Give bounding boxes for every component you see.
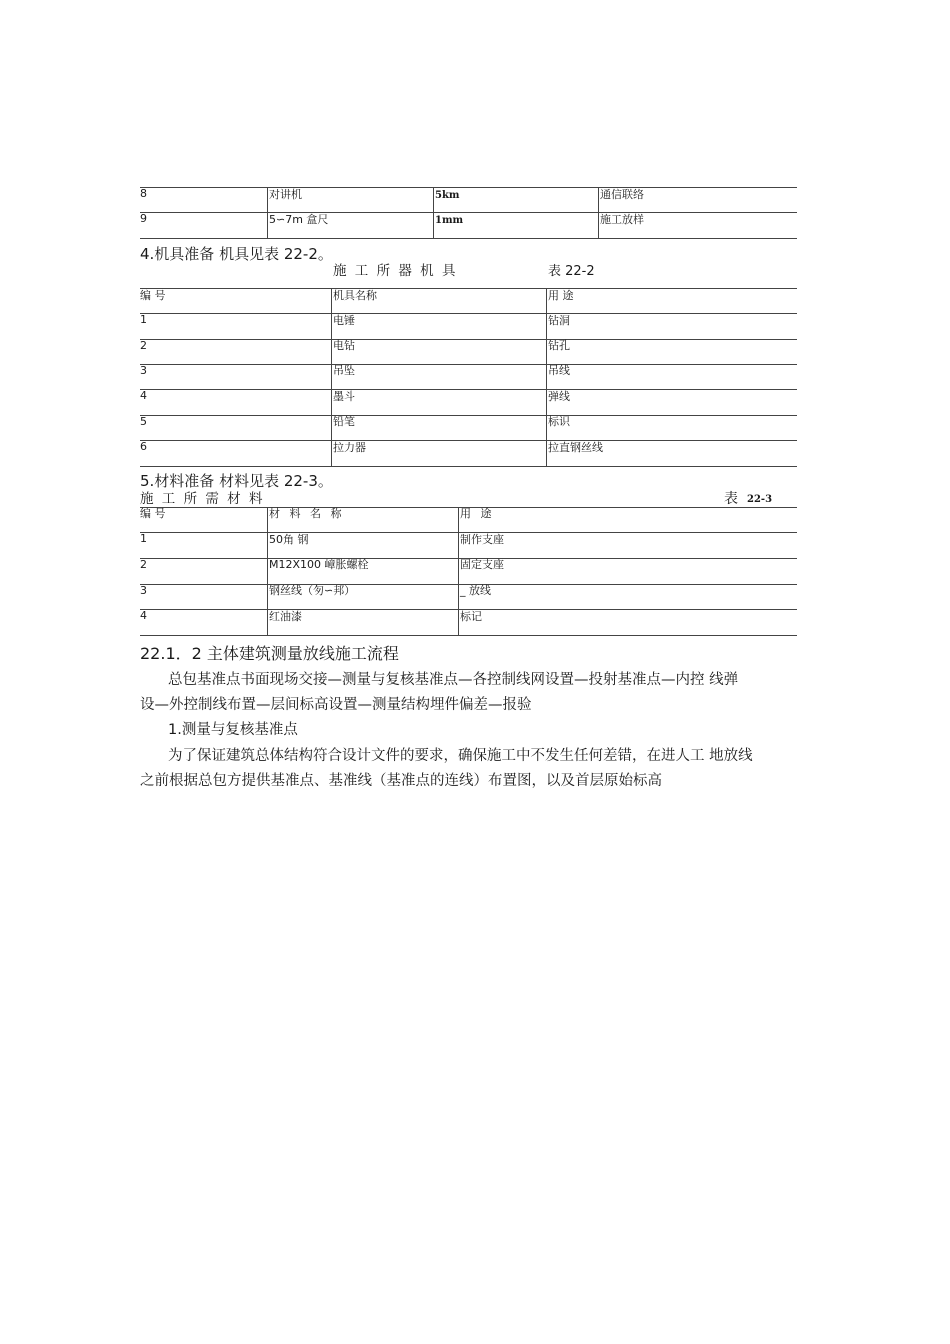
cell-number: 9 bbox=[140, 212, 147, 225]
flow-text-line1: 总包基准点书面现场交接—测量与复核基准点—各控制线网设置—投射基准点—内控 线弹 bbox=[168, 672, 739, 688]
table-rule bbox=[140, 364, 797, 365]
cell-purpose: 通信联络 bbox=[600, 188, 644, 201]
cell-purpose: 钻洞 bbox=[548, 314, 570, 327]
cell-purpose: 吊线 bbox=[548, 364, 570, 377]
paragraph-line1: 为了保证建筑总体结构符合设计文件的要求，确保施工中不发生任何差错，在进人工 地放线 bbox=[168, 748, 753, 764]
table-rule bbox=[140, 466, 797, 467]
cell-purpose: 弹线 bbox=[548, 390, 570, 403]
cell-number: 4 bbox=[140, 609, 147, 622]
cell-name: 铅笔 bbox=[333, 415, 355, 428]
cell-number: 8 bbox=[140, 187, 147, 200]
column-divider bbox=[267, 187, 268, 239]
cell-spec: 1mm bbox=[435, 215, 464, 226]
cell-number: 6 bbox=[140, 440, 147, 453]
cell-name: M12X100 嶂胀螺栓 bbox=[269, 558, 369, 571]
section-heading-process: 22.1．2 主体建筑测量放线施工流程 bbox=[140, 644, 399, 663]
header-purpose: 用 途 bbox=[548, 289, 574, 302]
cell-number: 1 bbox=[140, 532, 147, 545]
section-heading-materials: 5.材料准备 材料见表 22-3。 bbox=[140, 472, 333, 490]
cell-number: 1 bbox=[140, 313, 147, 326]
table-rule bbox=[140, 339, 797, 340]
column-divider bbox=[267, 507, 268, 636]
table-caption-materials: 施 工 所 需 材 料 bbox=[140, 491, 265, 507]
cell-spec: 5km bbox=[435, 190, 460, 201]
table-rule bbox=[140, 238, 797, 239]
cell-name: 5∽7m 盒尺 bbox=[269, 213, 329, 226]
table-rule bbox=[140, 212, 797, 213]
column-divider bbox=[546, 288, 547, 467]
cell-name: 钢丝线（匇∽邦） bbox=[269, 584, 356, 597]
cell-purpose: _ 放线 bbox=[460, 584, 491, 597]
cell-purpose: 制作支座 bbox=[460, 533, 504, 546]
cell-number: 3 bbox=[140, 584, 147, 597]
cell-purpose: 标识 bbox=[548, 415, 570, 428]
cell-purpose: 拉直钢丝线 bbox=[548, 441, 603, 454]
table-number-materials: 22-3 bbox=[747, 494, 773, 505]
cell-purpose: 施工放样 bbox=[600, 213, 644, 226]
cell-number: 2 bbox=[140, 339, 147, 352]
table-rule bbox=[140, 389, 797, 390]
cell-number: 5 bbox=[140, 415, 147, 428]
header-purpose: 用 途 bbox=[460, 507, 495, 520]
table-rule bbox=[140, 313, 797, 314]
cell-name: 电钻 bbox=[333, 339, 355, 352]
paragraph-line2: 之前根据总包方提供基准点、基准线（基准点的连线）布置图，以及首层原始标高 bbox=[140, 773, 662, 789]
subsection-title: 1.测量与复核基准点 bbox=[168, 722, 298, 738]
header-number: 编 号 bbox=[140, 289, 166, 302]
cell-number: 4 bbox=[140, 389, 147, 402]
cell-number: 3 bbox=[140, 364, 147, 377]
cell-name: 对讲机 bbox=[269, 188, 302, 201]
cell-name: 拉力器 bbox=[333, 441, 366, 454]
cell-purpose: 固定支座 bbox=[460, 558, 504, 571]
table-number-tools: 表 22-2 bbox=[548, 264, 595, 279]
table-rule bbox=[140, 440, 797, 441]
section-heading-tools: 4.机具准备 机具见表 22-2。 bbox=[140, 245, 333, 263]
table-label-materials: 表 bbox=[724, 491, 738, 507]
table-rule bbox=[140, 635, 797, 636]
table-rule bbox=[140, 187, 797, 188]
header-tool-name: 机具名称 bbox=[333, 289, 377, 302]
cell-name: 50角 钢 bbox=[269, 533, 309, 546]
column-divider bbox=[598, 187, 599, 239]
header-number: 编 号 bbox=[140, 507, 166, 520]
flow-text-line2: 设—外控制线布置—层间标高设置—测量结构埋件偏差—报验 bbox=[140, 697, 532, 713]
cell-purpose: 标记 bbox=[460, 610, 482, 623]
cell-name: 墨斗 bbox=[333, 390, 355, 403]
table-caption-tools: 施 工 所 器 机 具 bbox=[333, 263, 458, 279]
table-rule bbox=[140, 288, 797, 289]
cell-number: 2 bbox=[140, 558, 147, 571]
column-divider bbox=[433, 187, 434, 239]
cell-name: 吊坠 bbox=[333, 364, 355, 377]
column-divider bbox=[331, 288, 332, 467]
column-divider bbox=[458, 507, 459, 636]
cell-name: 电锤 bbox=[333, 314, 355, 327]
cell-name: 红油漆 bbox=[269, 610, 302, 623]
cell-purpose: 钻孔 bbox=[548, 339, 570, 352]
table-rule bbox=[140, 415, 797, 416]
header-material-name: 材 料 名 称 bbox=[269, 507, 345, 520]
